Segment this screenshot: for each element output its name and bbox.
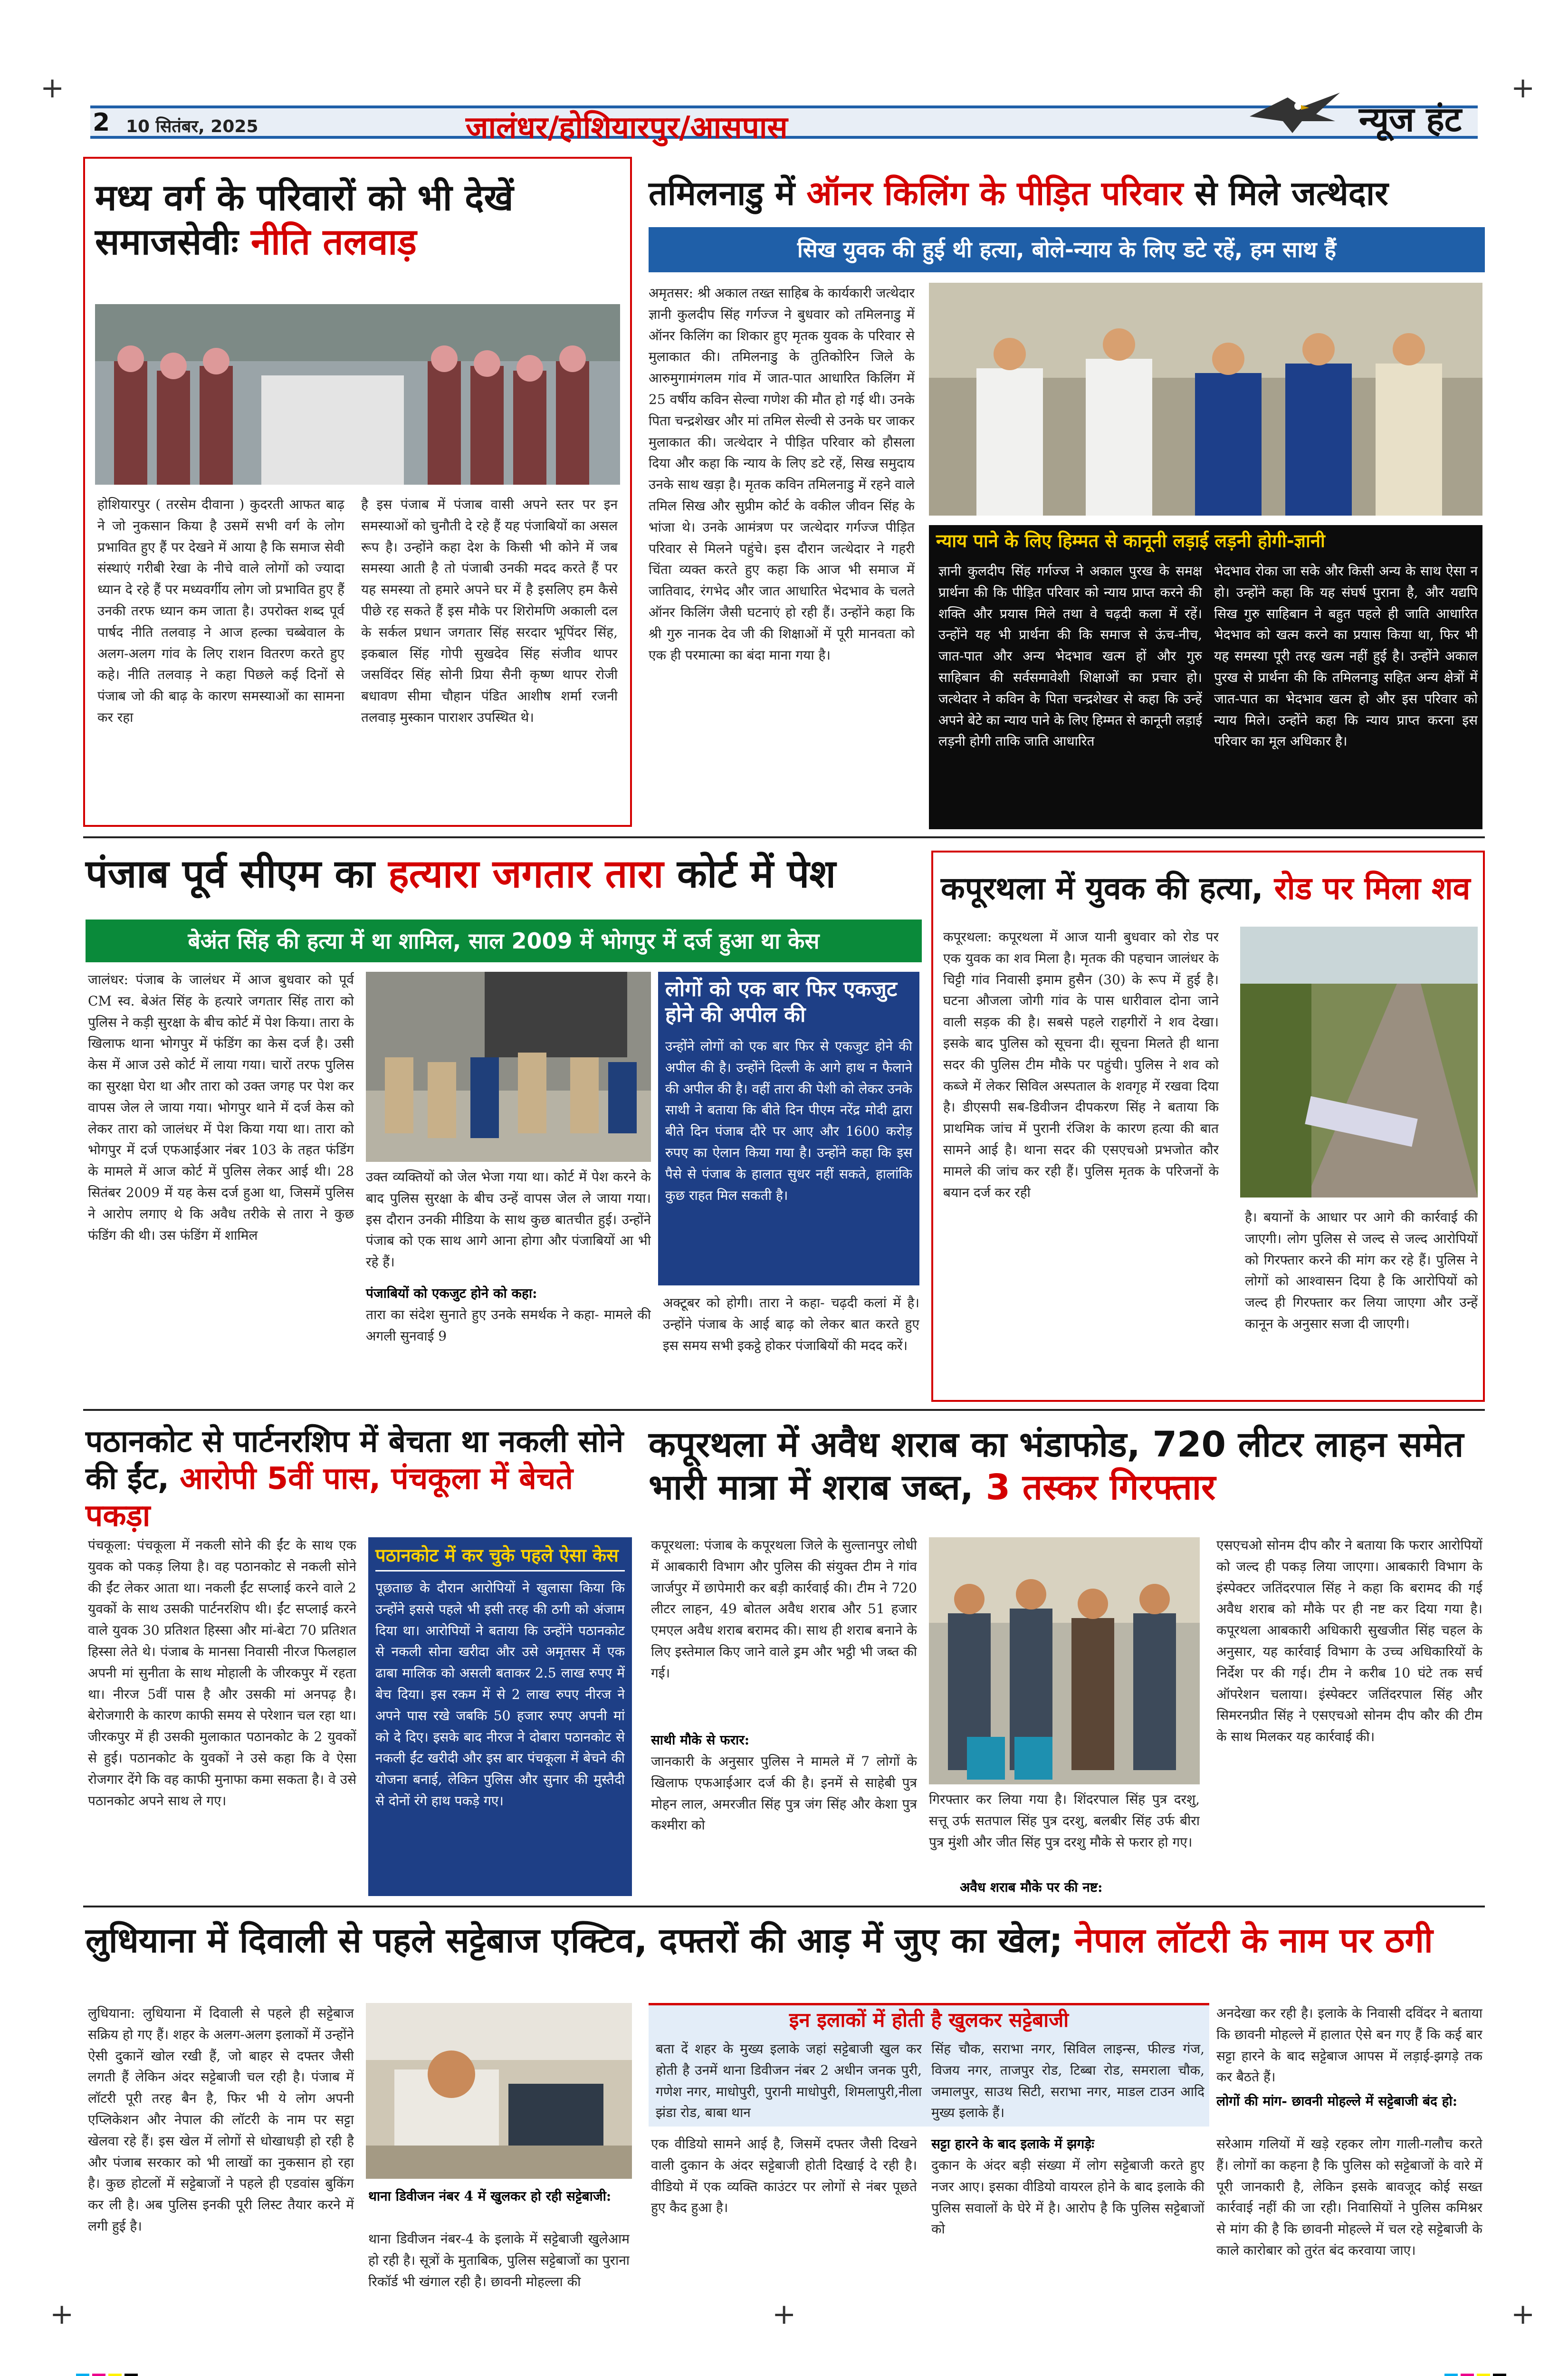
story4-col1: कपूरथला: कपूरथला में आज यानी बुधवार को रोड पर एक युवक का शव मिला है। मृतक की पहचान जालंधर के चिट्टी गांव निवासी इमाम हुसैन (30) के रूप में हुई है। घटना औजला जोगी गांव के पास धारीवाल दोना जाने वाली सड़क की है। सबसे पहले राहगीरों ने शव देखा। इसके बाद पुलिस को सूचना दी। सूचना मिलते ही थाना सदर की पुलिस टीम मौके पर पहुंची। पुलिस ने शव को कब्जे में लेकर सिविल अस्पताल के शवगृह में रखवा दिया है। डीएसपी सब-डिवीजन दीपकरण सिंह ने बताया कि प्राथमिक जांच में पुरानी रंजिश के कारण हत्या की बात सामने आई है। थाना सदर की एसएचओ प्रभजोत कौर मामले की जांच कर रही हैं। पुलिस मृतक के परिजनों के बयान दर्ज कर रही — [943, 929, 1219, 1200]
story6-photo — [929, 1537, 1200, 1784]
divider — [83, 1409, 1485, 1411]
divider — [83, 1906, 1485, 1907]
story7-sub1: थाना डिवीजन नंबर 4 में खुलकर हो रही सट्टेबाजी: — [368, 2188, 612, 2204]
registration-mark-top-right: + — [1511, 71, 1535, 105]
story7-col5: अनदेखा कर रही है। इलाके के निवासी दविंदर ने बताया कि छावनी मोहल्ले में हालात ऐसे बन गए हैं कि कई बार सट्टा हारने के बाद सट्टेबाज आपस में लड़ाई-झगड़े तक कर बैठते हैं। — [1216, 2005, 1482, 2085]
story3-col2: उक्त व्यक्तियों को जेल भेजा गया था। कोर्ट में पेश करने के बाद पुलिस सुरक्षा के बीच उन्हें वापस जेल ले जाया गया। इस दौरान उनकी मीडिया के साथ कुछ बातचीत हुई। उन्होंने पंजाब को एक साथ आगे आना होगा और पंजाबियों आ भी रहे हैं। — [366, 1169, 651, 1270]
story1-col2: है इस पंजाब में पंजाब वासी अपने स्तर पर इन समस्याओं को चुनौती दे रहे हैं यह पंजाबियों का असल रूप है। उन्होंने कहा देश के किसी भी कोने में जब समस्या आती है तो पंजाबी उनकी मदद करते हैं पर यह समस्या तो हमारे अपने घर में है इसलिए हम कैसे पीछे रह सकते हैं इस मौके पर शिरोमणि अकाली दल के सर्कल प्रधान जगतार सिंह सरदार भूपिंदर सिंह, इकबाल सिंह गोपी सुखदेव सिंह संजीव थापर जसविंदर सिंह सोनी प्रिया सैनी कृष्ण थापर रोजी बधावण सीमा चौहान पंडित आशीष शर्मा रजनी तलवाड़ मुस्कान पाराशर उपस्थित थे। — [361, 497, 618, 725]
registration-mark-bottom-left: + — [50, 2298, 74, 2331]
story7-sub3: लोगों की मांग- छावनी मोहल्ले में सट्टेबाजी बंद हो: — [1216, 2093, 1458, 2109]
story2-box-title: न्याय पाने के लिए हिम्मत से कानूनी लड़ाई लड़नी होगी-ज्ञानी — [936, 530, 1325, 551]
story1-photo — [95, 304, 620, 485]
story1-headline: मध्य वर्ग के परिवारों को भी देखें समाजसेवीः नीति तलवाड़ — [95, 176, 514, 263]
color-bar-right — [1444, 2374, 1509, 2376]
story7-col1: लुधियाना: लुधियाना में दिवाली से पहले ही सट्टेबाज सक्रिय हो गए हैं। शहर के अलग-अलग इलाकों में उन्होंने ऐसी दुकानें खोल रखी हैं, जो बाहर से दफ्तर जैसी लगती हैं लेकिन अंदर सट्टेबाजी चल रही है। पंजाब में लॉटरी पूरी तरह बैन है, फिर भी ये लोग अपनी एप्लिकेशन और नेपाल की लॉटरी के नाम पर सट्टा खेलवा रहे हैं। इस खेल में लोगों से धोखाधड़ी हो रही है और पंजाब सरकार को भी लाखों का नुकसान हो रहा है। कुछ होटलों में सट्टेबाजों ने पहले ही एडवांस बुकिंग कर ली है। अब पुलिस इनकी पूरी लिस्ट तैयार करने में लगी हुई है। — [88, 2005, 354, 2234]
story6-sub1: साथी मौके से फरार: — [651, 1732, 750, 1748]
story7-col4: दुकान के अंदर बड़ी संख्या में लोग सट्टेबाजी करते हुए नजर आए। इसका वीडियो वायरल होने के बाद इलाके की पुलिस सवालों के घेरे में है। आरोप है कि पुलिस सट्टेबाजों को — [931, 2157, 1205, 2237]
eagle-logo-icon — [1245, 88, 1349, 140]
story4-photo — [1240, 927, 1478, 1198]
story3-sub2: पंजाबियों को एकजुट होने को कहा: — [366, 1285, 537, 1301]
story2-box-col2: भेदभाव रोका जा सके और किसी अन्य के साथ ऐसा न हो। उन्होंने कहा कि यह संघर्ष पुराना है, और यद्यपि सिख गुरु साहिबान ने बहुत पहले ही जाति आधारित भेदभाव को खत्म करने का प्रयास किया था, फिर भी यह समस्या पूरी तरह खत्म नहीं हुई है। उन्होंने अकाल पुरख से प्रार्थना की कि तमिलनाडु सहित अन्य क्षेत्रों में जात-पात का भेदभाव खत्म हो और इस परिवार को न्याय मिले। उन्होंने कहा कि न्याय प्राप्त करना इस परिवार का मूल अधिकार है। — [1214, 563, 1478, 749]
date: 10 सितंबर, 2025 — [126, 117, 258, 136]
story2-headline: तमिलनाडु में ऑनर किलिंग के पीड़ित परिवार से मिले जत्थेदार — [649, 174, 1388, 213]
story1-col1: होशियारपुर ( तरसेम दीवाना ) कुदरती आफत बाढ़ ने जो नुकसान किया है उसमें सभी वर्ग के लोग प्रभावित हुए हैं पर देखने में आया है कि समाज सेवी संस्थाएं गरीबी रेखा के नीचे वाले लोगों को ज्यादा ध्यान दे रहे हैं पर मध्यवर्गीय लोग जो प्रभावित हुए हैं उनकी तरफ ध्यान कम जाता है। उपरोक्त शब्द पूर्व पार्षद नीति तलवाड़ ने आज हल्का चब्बेवाल के अलग-अलग गांव के लिए राशन वितरण करते हुए कहे। नीति तलवाड़ ने कहा पिछले कई दिनों से पंजाब जो की बाढ़ के कारण समस्याओं का सामना कर रहा — [97, 497, 344, 725]
story2-photo — [929, 283, 1482, 516]
story7-photo — [366, 2003, 632, 2179]
story3-box-text: उन्होंने लोगों को एक बार फिर से एकजुट होने की अपील की है। उन्होंने दिल्ली के आगे हाथ न फैलाने की अपील की है। वहीं तारा की पेशी को लेकर उनके साथी ने बताया कि बीते दिन पीएम नरेंद्र मोदी द्वारा बीते दिन पंजाब दौरे पर आए और 1600 करोड़ रुपए का ऐलान किया गया है। उन्होंने कहा कि इस पैसे से पंजाब के हालात सुधर नहीं सकते, हालांकि कुछ राहत मिल सकती है। — [665, 1038, 912, 1203]
page-number: 2 — [93, 108, 110, 137]
story5-col1: पंचकूला: पंचकूला में नकली सोने की ईंट के साथ एक युवक को पकड़ लिया है। वह पठानकोट से नकली सोने की ईंट लेकर आता था। नकली ईंट सप्लाई करने वाले 2 युवकों के साथ उसकी पार्टनरशिप थी। ईंट सप्लाई करने वाले युवक 30 प्रतिशत हिस्सा और मां-बेटा 70 प्रतिशत हिस्सा लेते थे। पंजाब के मानसा निवासी नीरज फिलहाल अपनी मां सुनीता के साथ मोहाली के जीरकपुर में रहता था। नीरज 5वीं पास है और उसकी मां अनपढ़ है। बेरोजगारी के कारण काफी समय से परेशान चल रहा था। जीरकपुर में ही उसकी मुलाकात पठानकोट के 2 युवकों से हुई। पठानकोट के युवकों ने उसे कहा कि वे ऐसा रोजगार देंगे कि वह काफी मुनाफा कमा सकता है। वे उसे पठानकोट अपने साथ ले गए। — [88, 1537, 356, 1809]
story5-box-title: पठानकोट में कर चुके पहले ऐसा केस — [375, 1544, 625, 1571]
story3-col2b: तारा का संदेश सुनाते हुए उनके समर्थक ने कहा- मामले की अगली सुनवाई 9 — [366, 1307, 651, 1344]
story7-box-col2: सिंह चौक, सराभा नगर, सिविल लाइन्स, फील्ड गंज, विजय नगर, ताजपुर रोड, टिब्बा रोड, समराला चौक, जमालपुर, साउथ सिटी, सराभा नगर, माडल टाउन आदि मुख्य इलाके हैं। — [931, 2041, 1205, 2121]
story7-box-col1: बता दें शहर के मुख्य इलाके जहां सट्टेबाजी खुल कर होती है उनमें थाना डिवीजन नंबर 2 अधीन जनक पुरी, गणेश नगर, माधोपुरी, पुरानी माधोपुरी, शिमलापुरी,नीला झंडा रोड, बाबा थान — [656, 2041, 922, 2121]
story7-col5b: सरेआम गलियों में खड़े रहकर लोग गाली-गलौच करते हैं। लोगों का कहना है कि पुलिस को सट्टेबाजों के वारे में पूरी जानकारी है, लेकिन इसके बावजूद कोई सख्त कार्रवाई नहीं की जा रही। निवासियों ने पुलिस कमिश्नर से मांग की है कि छावनी मोहल्ले में चल रहे सट्टेबाजी के काले कारोबार को तुरंत बंद करवाया जाए। — [1216, 2136, 1482, 2258]
story3-col3: अक्टूबर को होगी। तारा ने कहा- चढ़दी कलां में है। उन्होंने पंजाब के आई बाढ़ को लेकर बात करते हुए इस समय सभी इकट्ठे होकर पंजाबियों की मदद करें। — [663, 1295, 919, 1353]
story5-box-text: पूछताछ के दौरान आरोपियों ने खुलासा किया कि उन्होंने इससे पहले भी इसी तरह की ठगी को अंजाम दिया था। आरोपियों ने बताया कि उन्होंने पठानकोट से नकली सोना खरीदा और उसे अमृतसर में एक ढाबा मालिक को असली बताकर 2.5 लाख रुपए में बेच दिया। इस रकम में से 2 लाख रुपए नीरज ने अपने पास रखे जबकि 50 हजार रुपए अपनी मां को दे दिए। इसके बाद नीरज ने दोबारा पठानकोट से नकली ईंट खरीदी और इस बार पंचकूला में बेचने की योजना बनाई, लेकिन पुलिस और सुनार की मुस्तैदी से दोनों रंगे हाथ पकड़े गए। — [375, 1580, 625, 1809]
story2-box-col1: ज्ञानी कुलदीप सिंह गर्गज्ज ने अकाल पुरख के समक्ष प्रार्थना की कि पीड़ित परिवार को न्याय प्राप्त करने की शक्ति और प्रयास मिले तथा वे चढ़दी कला में रहें। उन्होंने यह भी प्रार्थना की कि समाज से ऊंच-नीच, जात-पात और अन्य भेदभाव खत्म हों और गुरु साहिबान की सर्वसमावेशी शिक्षाओं का प्रचार हो। जत्थेदार ने कविन के पिता चन्द्रशेखर से कहा कि उन्हें अपने बेटे का न्याय पाने के लिए हिम्मत से कानूनी लड़ाई लड़नी होगी ताकि जाति आधारित — [938, 563, 1202, 749]
story6-col1b: जानकारी के अनुसार पुलिस ने मामले में 7 लोगों के खिलाफ एफआईआर दर्ज की है। इनमें से साहेबी पुत्र मोहन लाल, अमरजीत सिंह पुत्र जंग सिंह और केशा पुत्र कश्मीरा को — [651, 1753, 917, 1833]
story6-col1: कपूरथला: पंजाब के कपूरथला जिले के सुल्तानपुर लोधी में आबकारी विभाग और पुलिस की संयुक्त टीम ने गांव जार्जपुर में छापेमारी कर बड़ी कार्रवाई की। टीम ने 720 लीटर लाहन, 49 बोतल अवैध शराब और 51 हजार एमएल अवैध शराब बरामद की। साथ ही शराब बनाने के लिए इस्तेमाल किए जाने वाले ड्रम और भट्ठी भी जब्त की गई। — [651, 1537, 917, 1681]
story2-subtitle: सिख युवक की हुई थी हत्या, बोले-न्याय के लिए डटे रहें, हम साथ हैं — [649, 227, 1485, 272]
story7-headline: लुधियाना में दिवाली से पहले सट्टेबाज एक्टिव, दफ्तरों की आड़ में जुए का खेल; नेपाल लॉटरी के नाम पर ठगी — [86, 1920, 1433, 1960]
registration-mark-bottom-center: + — [772, 2298, 796, 2331]
story2-col1: अमृतसर: श्री अकाल तख्त साहिब के कार्यकारी जत्थेदार ज्ञानी कुलदीप सिंह गर्गज्ज ने बुधवार को तमिलनाडु में ऑनर किलिंग का शिकार हुए मृतक युवक के परिवार से मुलाकात की। तमिलनाडु के तुतिकोरिन जिले के आरुमुगामंगलम गांव में जात-पात आधारित किलिंग में 25 वर्षीय कविन सेल्वा गणेश की मौत हो गई थी। उनके पिता चन्द्रशेखर और मां तमिल सेल्वी से उनके घर जाकर मुलाकात की। जत्थेदार ने पीड़ित परिवार को हौसला दिया और कहा कि न्याय के लिए डटे रहें, सिख समुदाय उनके साथ खड़ा है। मृतक कविन तमिलनाडु में रहने वाले तमिल सिख और सुप्रीम कोर्ट के वकील जीवन सिंह के भांजा थे। उनके आमंत्रण पर जत्थेदार गर्गज्ज पीड़ित परिवार से मिलने पहुंचे। इस दौरान जत्थेदार ने गहरी चिंता व्यक्त करते हुए कहा कि आज भी समाज में जातिवाद, रंगभेद और जात आधारित भेदभाव के चलते ऑनर किलिंग जैसी घटनाएं हो रही हैं। उन्होंने कहा कि श्री गुरु नानक देव जी की शिक्षाओं में पूरी मानवता को एक ही परमात्मा का बंदा माना गया है। — [649, 285, 915, 663]
story6-col2: गिरफ्तार कर लिया गया है। शिंदरपाल सिंह पुत्र दरशु, सत्तू उर्फ सतपाल सिंह पुत्र दरशु, बलबीर सिंह उर्फ बीरा पुत्र मुंशी और जीत सिंह पुत्र दरशु मौके से फरार हो गए। — [929, 1792, 1200, 1850]
story7-col2: थाना डिवीजन नंबर-4 के इलाके में सट्टेबाजी खुलेआम हो रही है। सूत्रों के मुताबिक, पुलिस सट्टेबाजों का पुराना रिकॉर्ड भी खंगाल रही है। छावनी मोहल्ला की — [368, 2231, 630, 2290]
registration-mark-bottom-right: + — [1511, 2298, 1535, 2331]
story7-sub2: सट्टा हारने के बाद इलाके में झगड़ेः — [931, 2136, 1094, 2152]
story6-headline: कपूरथला में अवैध शराब का भंडाफोड, 720 लीटर लाहन समेत भारी मात्रा में शराब जब्त, 3 तस्कर गिरफ्तार — [649, 1424, 1464, 1508]
story3-box-title: लोगों को एक बार फिर एकजुट होने की अपील की — [665, 977, 898, 1027]
story7-box-title: इन इलाकों में होती है खुलकर सट्टेबाजी — [789, 2008, 1069, 2031]
story3-subtitle: बेअंत सिंह की हत्या में था शामिल, साल 2009 में भोगपुर में दर्ज हुआ था केस — [86, 920, 922, 962]
divider — [83, 836, 1485, 838]
section-title: जालंधर/होशियारपुर/आसपास — [466, 110, 788, 145]
registration-mark-top-left: + — [40, 71, 65, 105]
story3-col1: जालंधर: पंजाब के जालंधर में आज बुधवार को पूर्व CM स्व. बेअंत सिंह के हत्यारे जगतार सिंह तारा को पुलिस ने कड़ी सुरक्षा के बीच कोर्ट में पेश किया। तारा के खिलाफ थाना भोगपुर में फंडिंग का केस दर्ज है। उसी केस में आज उसे कोर्ट में लाया गया। चारों तरफ पुलिस का सुरक्षा घेरा था और तारा को उक्त जगह पर पेश कर वापस जेल ले जाया गया। भोगपुर थाने में दर्ज केस को लेकर तारा को जालंधर में पेश किया गया था। तारा को भोगपुर में दर्ज एफआईआर नंबर 103 के तहत फंडिंग के मामले में आज कोर्ट में पुलिस लेकर आई थी। 28 सितंबर 2009 में यह केस दर्ज हुआ था, जिसमें पुलिस ने आरोप लगाए थे कि अवैध तरीके से तारा ने कुछ फंडिंग की थी। उस फंडिंग में शामिल — [88, 972, 354, 1243]
story5-headline: पठानकोट से पार्टनरशिप में बेचता था नकली सोने की ईंट, आरोपी 5वीं पास, पंचकूला में बेचते पकड़ा — [86, 1424, 624, 1534]
brand-logo: न्यूज हंट — [1359, 99, 1462, 139]
story6-sub2: अवैध शराब मौके पर की नष्ट: — [960, 1879, 1103, 1895]
story3-photo — [366, 972, 651, 1162]
story4-headline: कपूरथला में युवक की हत्या, रोड पर मिला शव — [941, 870, 1471, 907]
color-bar-left — [76, 2374, 141, 2376]
story3-headline: पंजाब पूर्व सीएम का हत्यारा जगतार तारा कोर्ट में पेश — [86, 852, 836, 897]
story7-col3: एक वीडियो सामने आई है, जिसमें दफ्तर जैसी दिखने वाली दुकान के अंदर सट्टेबाजी होती दिखाई दे रही है। वीडियो में एक व्यक्ति काउंटर पर लोगों से नंबर पूछते हुए कैद हुआ है। — [651, 2136, 917, 2216]
story6-col3: एसएचओ सोनम दीप कौर ने बताया कि फरार आरोपियों को जल्द ही पकड़ लिया जाएगा। आबकारी विभाग के इंस्पेक्टर जतिंदरपाल सिंह ने कहा कि बरामद की गई अवैध शराब को मौके पर ही नष्ट कर दिया गया है। कपूरथला आबकारी अधिकारी सुखजीत सिंह चहल के अनुसार, यह कार्रवाई विभाग के उच्च अधिकारियों के निर्देश पर की गई। टीम ने करीब 10 घंटे तक सर्च ऑपरेशन चलाया। इंस्पेक्टर जतिंदरपाल सिंह और सिमरनप्रीत सिंह ने एसएचओ सोनम दीप कौर की टीम के साथ मिलकर यह कार्रवाई की। — [1216, 1537, 1482, 1745]
story4-col2: है। बयानों के आधार पर आगे की कार्रवाई की जाएगी। लोग पुलिस से जल्द से जल्द आरोपियों को गिरफ्तार करने की मांग कर रहे हैं। पुलिस ने लोगों को आश्वासन दिया है कि आरोपियों को जल्द ही गिरफ्तार कर लिया जाएगा और उन्हें कानून के अनुसार सजा दी जाएगी। — [1245, 1209, 1478, 1332]
